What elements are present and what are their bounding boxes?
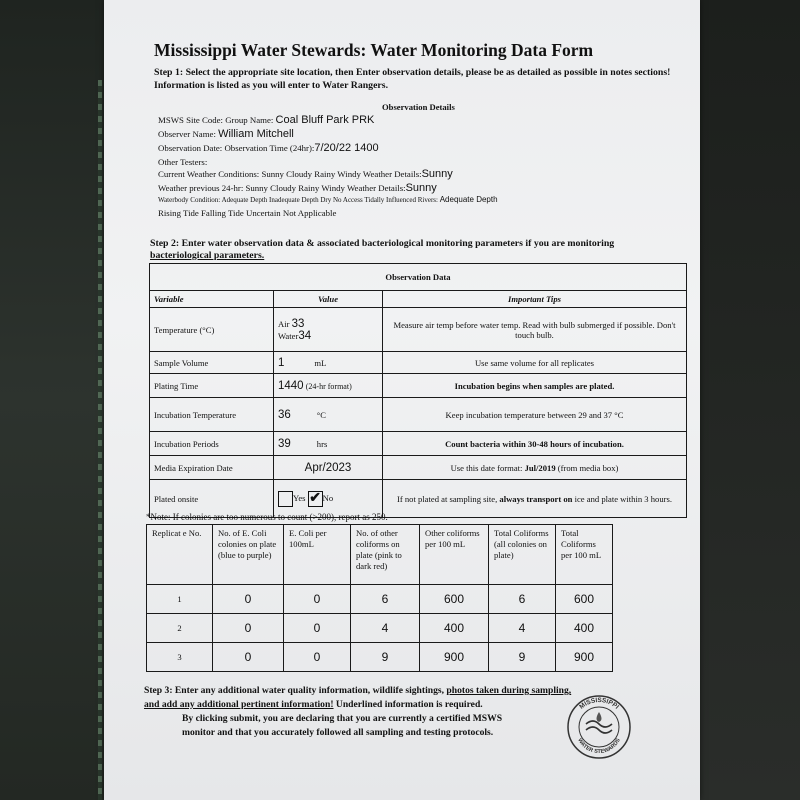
date-value[interactable]: 7/20/22 1400	[314, 142, 379, 154]
rep-cell: 1	[147, 585, 213, 614]
plating-time-tip: Incubation begins when samples are plated.	[383, 374, 687, 398]
step2-text: Step 2: Enter water observation data & associated bacteriological monitoring parameters if you are monitoring	[150, 238, 615, 249]
observation-data-table	[149, 263, 687, 518]
incubation-periods-tip: Count bacteria within 30-48 hours of incubation.	[383, 432, 687, 456]
temperature-value	[274, 308, 383, 352]
plating-time-label: Plating Time	[150, 374, 274, 398]
water-value[interactable]: 34	[298, 329, 312, 342]
plated-onsite-label: Plated onsite	[150, 480, 274, 518]
rep-cell[interactable]: 0	[213, 585, 284, 614]
site-value[interactable]: Coal Bluff Park PRK	[275, 114, 375, 126]
date-field	[158, 142, 379, 154]
replicate-table	[146, 524, 613, 672]
rep-cell[interactable]: 4	[489, 614, 556, 643]
header-variable: Variable	[150, 291, 274, 308]
rep-cell[interactable]: 600	[420, 585, 489, 614]
temperature-tip: Measure air temp before water temp. Read with bulb submerged if possible. Don't touch bulb.	[383, 308, 687, 352]
media-expiration-tip: Use this date format: Jul/2019 (from media box)	[383, 456, 687, 480]
water-label: Water	[278, 330, 299, 341]
row-incubation-temp	[150, 398, 687, 432]
tide-label: Rising Tide Falling Tide Uncertain Not Applicable	[158, 208, 337, 218]
rep-cell[interactable]: 6	[351, 585, 420, 614]
step1-instructions: Step 1: Select the appropriate site location, then Enter observation details, please be as detailed as possible in notes sections! Information is listed as you will enter to Water Rangers.	[154, 67, 671, 91]
weather-current-field	[158, 168, 453, 180]
observer-field	[158, 128, 294, 140]
other-testers-label: Other Testers:	[158, 157, 208, 167]
rep-header-5: Total Coliforms (all colonies on plate)	[489, 525, 556, 585]
incubation-periods-value[interactable]: 39	[278, 437, 291, 450]
weather-prev-label: Weather previous 24-hr: Sunny Cloudy Rainy Windy Weather Details:	[158, 183, 406, 193]
media-expiration-value[interactable]: Apr/2023	[304, 461, 352, 474]
air-value[interactable]: 33	[291, 317, 305, 330]
waterbody-value[interactable]: Adequate Depth	[439, 195, 498, 204]
row-plating-time	[150, 374, 687, 398]
rep-cell[interactable]: 0	[284, 614, 351, 643]
row-temperature	[150, 308, 687, 352]
air-label: Air	[278, 318, 290, 329]
observer-label: Observer Name:	[158, 129, 216, 139]
header-value: Value	[274, 291, 383, 308]
background-stripe	[98, 80, 102, 800]
step2-instructions	[150, 238, 680, 262]
incubation-periods-unit: hrs	[316, 438, 328, 449]
plated-onsite-tip: If not plated at sampling site, always transport on ice and plate within 3 hours.	[383, 480, 687, 518]
incubation-temp-unit: °C	[316, 409, 326, 420]
rep-header-4: Other coliforms per 100 mL	[420, 525, 489, 585]
table-row	[147, 643, 613, 672]
rep-cell[interactable]: 0	[284, 585, 351, 614]
tide-field	[158, 208, 336, 218]
waterbody-label: Waterbody Condition: Adequate Depth Inadequate Depth Dry No Access Tidally Influenced Rivers:	[158, 196, 438, 204]
plating-time-unit: (24-hr format)	[305, 381, 352, 391]
mississippi-water-stewards-seal	[566, 694, 632, 760]
sample-volume-value[interactable]: 1	[278, 356, 285, 369]
other-testers-field	[158, 157, 207, 167]
replicate-header-row	[147, 525, 613, 585]
rep-header-3: No. of other coliforms on plate (pink to dark red)	[351, 525, 420, 585]
rep-cell[interactable]: 400	[556, 614, 613, 643]
no-label: No	[322, 492, 334, 503]
rep-cell[interactable]: 9	[489, 643, 556, 672]
rep-cell[interactable]: 900	[556, 643, 613, 672]
form-title: Mississippi Water Stewards: Water Monitoring Data Form	[154, 40, 594, 60]
date-label: Observation Date: Observation Time (24hr):	[158, 143, 315, 153]
media-expiration-label: Media Expiration Date	[150, 456, 274, 480]
rep-header-6: Total Coliforms per 100 mL	[556, 525, 613, 585]
observation-data-caption: Observation Data	[150, 264, 687, 291]
incubation-periods-label: Incubation Periods	[150, 432, 274, 456]
incubation-temp-label: Incubation Temperature	[150, 398, 274, 432]
rep-cell[interactable]: 0	[213, 614, 284, 643]
rep-cell: 2	[147, 614, 213, 643]
table-row	[147, 585, 613, 614]
rep-cell: 3	[147, 643, 213, 672]
site-label: MSWS Site Code: Group Name:	[158, 115, 274, 125]
row-media-expiration	[150, 456, 687, 480]
row-sample-volume	[150, 352, 687, 374]
seal-bottom-text: WATER STEWARDS	[576, 737, 622, 756]
plating-time-value[interactable]: 1440	[278, 379, 304, 392]
step2-text2: bacteriological parameters.	[150, 250, 265, 261]
observer-value[interactable]: William Mitchell	[218, 128, 294, 140]
sample-volume-unit: mL	[314, 357, 327, 368]
rep-cell[interactable]: 6	[489, 585, 556, 614]
form-page	[104, 0, 700, 800]
table-row	[147, 614, 613, 643]
background-right	[700, 0, 800, 800]
weather-current-label: Current Weather Conditions: Sunny Cloudy Rainy Windy Weather Details:	[158, 169, 422, 179]
waterbody-field	[158, 195, 498, 204]
sample-volume-tip: Use same volume for all replicates	[383, 352, 687, 374]
header-tips: Important Tips	[383, 291, 687, 308]
rep-cell[interactable]: 9	[351, 643, 420, 672]
row-incubation-periods	[150, 432, 687, 456]
weather-prev-field	[158, 182, 437, 194]
observation-details-heading: Observation Details	[382, 102, 455, 112]
incubation-temp-value[interactable]: 36	[278, 408, 291, 421]
yes-checkbox[interactable]	[278, 491, 293, 507]
svg-text:WATER STEWARDS	[576, 737, 622, 755]
incubation-temp-tip: Keep incubation temperature between 29 and 37 °C	[383, 398, 687, 432]
temperature-label: Temperature (°C)	[150, 308, 274, 352]
background-left	[0, 0, 104, 800]
rep-header-1: No. of E. Coli colonies on plate (blue to purple)	[213, 525, 284, 585]
rep-cell[interactable]: 4	[351, 614, 420, 643]
no-checkbox[interactable]: ✔	[309, 490, 322, 506]
yes-label: Yes	[293, 492, 306, 503]
colonies-note: *Note: If colonies are too numerous to count (>200), report as 250.	[146, 512, 388, 522]
rep-header-2: E. Coli per 100mL	[284, 525, 351, 585]
rep-cell[interactable]: 600	[556, 585, 613, 614]
rep-cell[interactable]: 900	[420, 643, 489, 672]
rep-cell[interactable]: 0	[284, 643, 351, 672]
sample-volume-label: Sample Volume	[150, 352, 274, 374]
weather-prev-value[interactable]: Sunny	[405, 182, 437, 194]
rep-cell[interactable]: 0	[213, 643, 284, 672]
rep-header-0: Replicat e No.	[147, 525, 213, 585]
step3-instructions: Step 3: Enter any additional water quality information, wildlife sightings, photos taken during sampling, and add any additional pertinent information! Underlined information is required. By clicking submit, you are declaring that you are currently a certified MSWS monitor and that you accurately followed all sampling and testing protocols.	[144, 685, 572, 738]
seal-top-text: MISSISSIPPI	[578, 696, 620, 711]
site-field	[158, 114, 374, 126]
rep-cell[interactable]: 400	[420, 614, 489, 643]
weather-current-value[interactable]: Sunny	[421, 168, 453, 180]
